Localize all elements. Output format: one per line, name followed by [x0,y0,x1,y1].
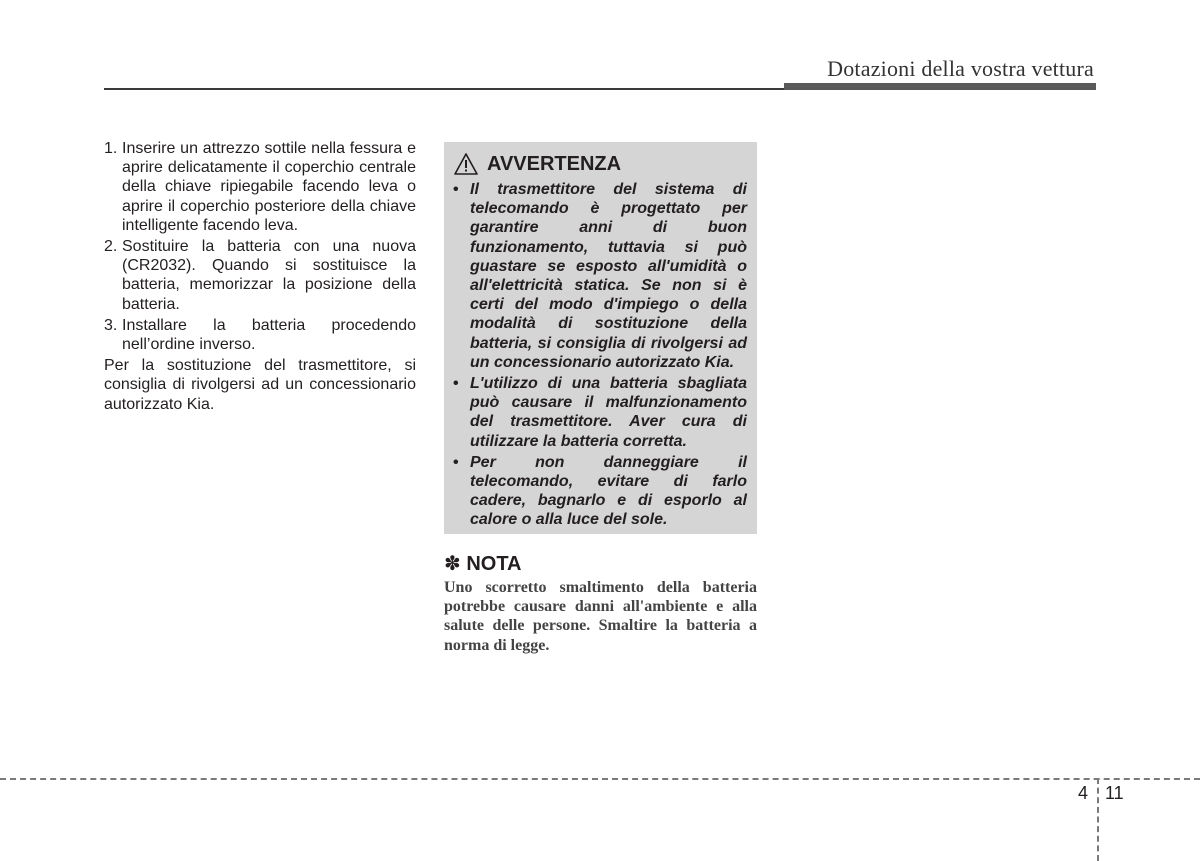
warning-item [453,453,747,530]
warning-box [444,142,757,534]
step-number: 2. [104,238,118,256]
step-number: 1. [104,140,118,157]
header-rule [104,88,784,90]
warning-title: AVVERTENZA [487,152,622,175]
step-text: Sostituire la batteria con una nuova (CR2032). Quando si sostituisce la batteria, memorizzar la posizione della batteria. [122,238,416,313]
header-accent-bar [784,83,1096,90]
note-text: Uno scorretto smaltimento della batteria potrebbe causare danni all'ambiente e alla salute delle persone. Smaltire la batteria a norma di legge. [444,579,757,654]
closing-paragraph: Per la sostituzione del trasmettitore, si consiglia di rivolgersi ad un concessionario autorizzato Kia. [104,357,416,413]
step-text: Installare la batteria procedendo nell’ordine inverso. [122,316,416,354]
warning-item [453,180,747,372]
step-text: Inserire un attrezzo sottile nella fessura e aprire delicatamente il coperchio centrale della chiave ripiegabile facendo leva o aprire il coperchio posteriore della chiave intelligente facendo leva. [122,140,416,234]
step-item [104,316,416,354]
chapter-number: 4 [1078,783,1089,803]
bullet-icon: • [453,375,459,393]
bullet-icon: • [453,181,459,198]
step-number: 3. [104,316,118,334]
instructions-column [104,139,416,414]
page-number: 11 [1105,783,1124,803]
warning-header [453,152,747,176]
footer-divider [1097,778,1099,861]
step-item [104,237,416,314]
note-title: ✽ NOTA [444,553,522,575]
warning-item-text: Il trasmettitore del sistema di telecomando è progettato per garantire anni di buon funzionamento, tuttavia si può guastare se esposto all'umidità o all'elettricità statica. Se non si è certi del modo d'impiego o della modalità di sostituzione della batteria, si consiglia di rivolgersi ad un concessionario autorizzato Kia. [470,181,747,371]
warning-triangle-icon [453,152,479,176]
step-item [104,139,416,235]
bullet-icon: • [453,453,459,471]
page-header-title: Dotazioni della vostra vettura [827,56,1094,81]
warning-item-text: Per non danneggiare il telecomando, evitare di farlo cadere, bagnarlo e di esporlo al calore o alla luce del sole. [470,453,747,529]
footer-rule [0,778,1200,780]
warning-item [453,374,747,451]
note-box [444,551,757,655]
warning-item-text: L'utilizzo di una batteria sbagliata può causare il malfunzionamento del trasmettitore. Aver cura di utilizzare la batteria corretta. [470,375,747,450]
